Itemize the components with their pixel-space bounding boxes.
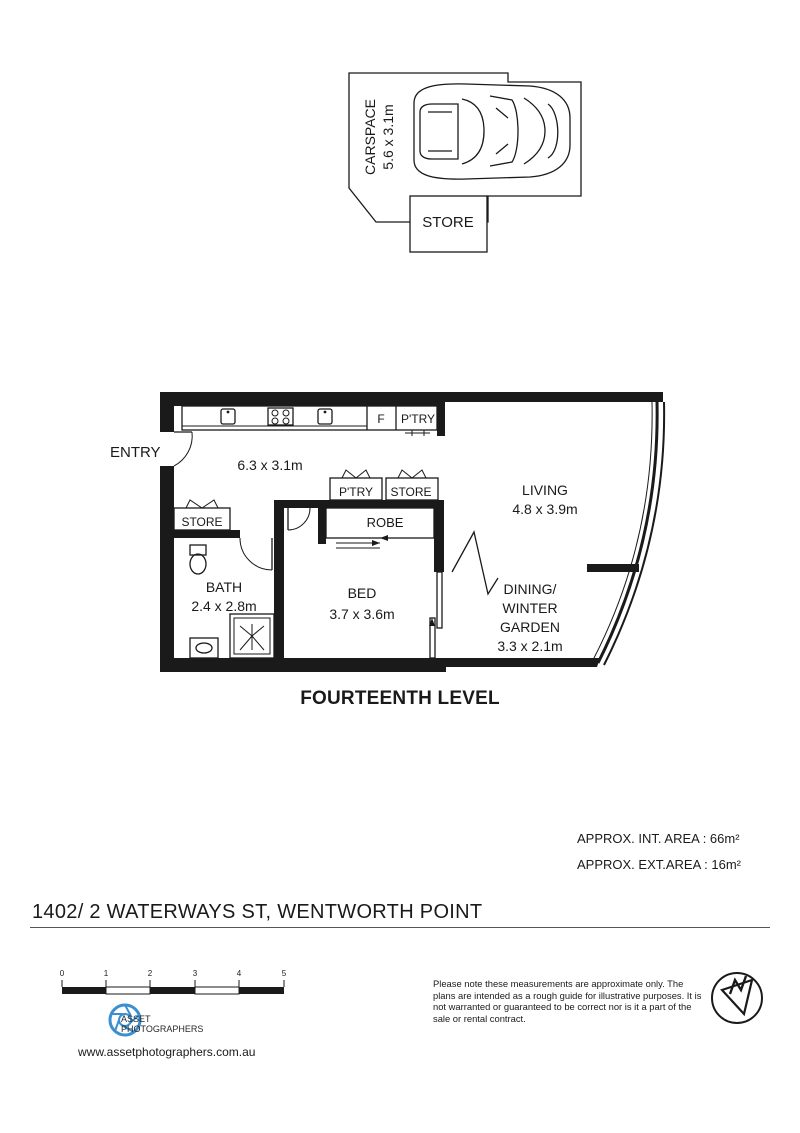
curved-glazing: [598, 402, 657, 663]
scale-tick-3: 3: [192, 969, 198, 978]
scale-tick-5: 5: [281, 969, 287, 978]
dining-line2: WINTER: [502, 600, 558, 616]
toilet-icon: [190, 545, 206, 574]
store-cupboard-label: STORE: [390, 485, 432, 499]
external-area: APPROX. EXT.AREA : 16m²: [577, 857, 741, 872]
bed-door: [288, 508, 310, 530]
website-link[interactable]: www.assetphotographers.com.au: [78, 1045, 256, 1059]
fridge-label: F: [377, 412, 385, 426]
brand-line2: PHOTOGRAPHERS: [121, 1024, 204, 1034]
carspace-dims: 5.6 x 3.1m: [380, 104, 396, 170]
shower-icon: [230, 614, 274, 658]
entry-door: [174, 432, 192, 466]
brand-line1: ASSET: [121, 1014, 151, 1024]
bed-label: BED: [347, 585, 377, 601]
divider-line: [30, 927, 770, 928]
zigzag-divider: [452, 532, 498, 594]
disclaimer-text: Please note these measurements are approximate only. The plans are intended as a rough guide for illustrative purposes. It is not warranted or guaranteed to be correct nor is it a part of the sale or rental contract.: [433, 978, 702, 1024]
car-icon: [414, 84, 570, 179]
carspace-plan: [349, 73, 581, 252]
carspace-label: CARSPACE: [362, 99, 378, 175]
pantry-label: P'TRY: [338, 485, 374, 499]
north-arrow-icon: [712, 973, 762, 1023]
apartment-plan: [110, 392, 664, 672]
bath-label: BATH: [205, 579, 243, 595]
kitchen-bench: [182, 406, 437, 436]
vanity-basin-icon: [190, 638, 218, 658]
dining-line1: DINING/: [503, 581, 557, 597]
internal-area: APPROX. INT. AREA : 66m²: [577, 831, 740, 846]
scale-tick-2: 2: [147, 969, 153, 978]
scale-tick-4: 4: [236, 969, 242, 978]
kitchen-dims: 6.3 x 3.1m: [237, 457, 303, 473]
property-address: 1402/ 2 WATERWAYS ST, WENTWORTH POINT: [32, 901, 483, 923]
robe-label: ROBE: [366, 515, 404, 530]
bath-door: [240, 538, 272, 570]
cooktop-icon: [268, 408, 293, 425]
living-label: LIVING: [522, 482, 568, 498]
level-title: FOURTEENTH LEVEL: [300, 688, 500, 709]
hall-store-label: STORE: [181, 515, 223, 529]
scale-tick-1: 1: [103, 969, 109, 978]
entry-label: ENTRY: [110, 444, 161, 461]
dining-line3: GARDEN: [500, 619, 560, 635]
brand-wordmark: [121, 1014, 203, 1034]
car-store-label: STORE: [422, 214, 474, 231]
bed-dims: 3.7 x 3.6m: [329, 606, 395, 622]
living-dims: 4.8 x 3.9m: [512, 501, 578, 517]
scale-bar: [60, 969, 287, 994]
dining-dims: 3.3 x 2.1m: [497, 638, 563, 654]
kitchen-pantry-label: P'TRY: [400, 412, 436, 426]
scale-tick-0: 0: [59, 969, 65, 978]
bath-dims: 2.4 x 2.8m: [191, 598, 257, 614]
